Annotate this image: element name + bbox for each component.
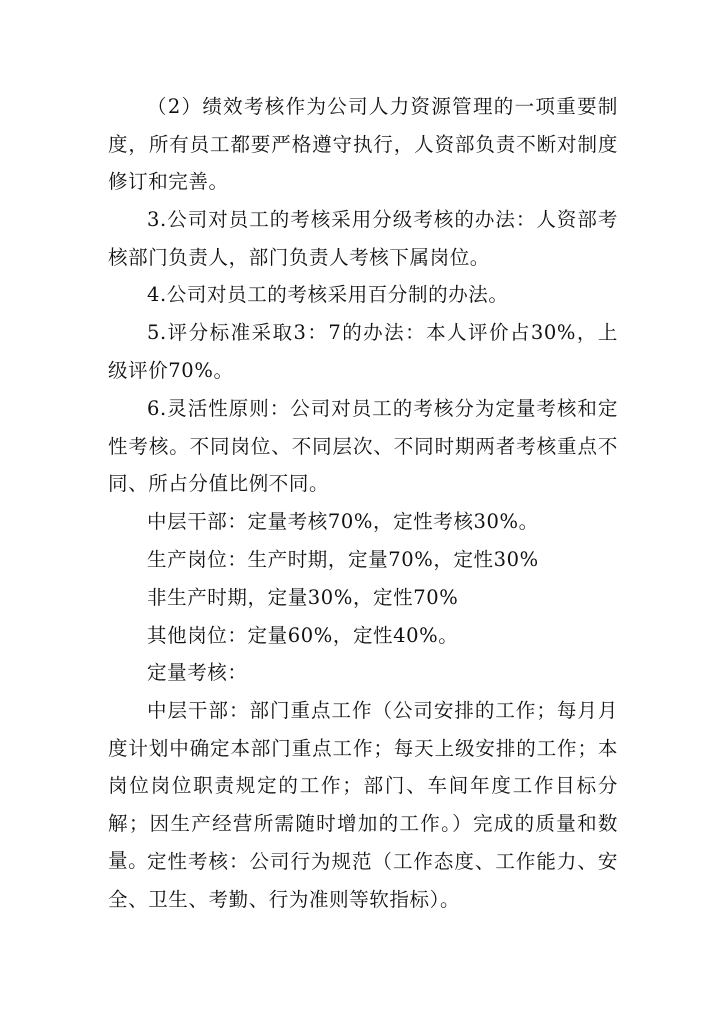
paragraph-performance-system: （2）绩效考核作为公司人力资源管理的一项重要制度，所有员工都要严格遵守执行，人资部负责不断对制度修订和完善。 <box>108 95 618 193</box>
paragraph-other-positions: 其他岗位：定量60%，定性40%。 <box>147 624 459 647</box>
paragraph-qualitative-detail: 定性考核：公司行为规范（工作态度、工作能力、安全、卫生、考勤、行为准则等软指标）。 <box>108 850 618 911</box>
paragraph-quantitative-heading: 定量考核： <box>147 661 248 684</box>
paragraph-tiered-assessment: 3.公司对员工的考核采用分级考核的办法：人资部考核部门负责人，部门负责人考核下属岗位。 <box>108 208 618 269</box>
paragraph-score-ratio: 5.评分标准采取3：7的办法：本人评价占30%，上级评价70%。 <box>108 321 618 382</box>
paragraph-percentage-scoring: 4.公司对员工的考核采用百分制的办法。 <box>147 283 509 306</box>
paragraph-middle-management-ratio: 中层干部：定量考核70%，定性考核30%。 <box>147 510 539 533</box>
paragraph-production-period: 生产岗位：生产时期，定量70%，定性30% <box>147 548 539 571</box>
paragraph-flexibility-principle: 6.灵活性原则：公司对员工的考核分为定量考核和定性考核。不同岗位、不同层次、不同时期两者考核重点不同、所占分值比例不同。 <box>108 397 618 495</box>
paragraph-quantitative-detail: 中层干部：部门重点工作（公司安排的工作；每月月度计划中确定本部门重点工作；每天上级安排的工作；本岗位岗位职责规定的工作；部门、车间年度工作目标分解；因生产经营所需随时增加的工作。）完成的质量和数量。 <box>108 699 618 872</box>
paragraph-non-production-period: 非生产时期，定量30%，定性70% <box>147 586 459 609</box>
